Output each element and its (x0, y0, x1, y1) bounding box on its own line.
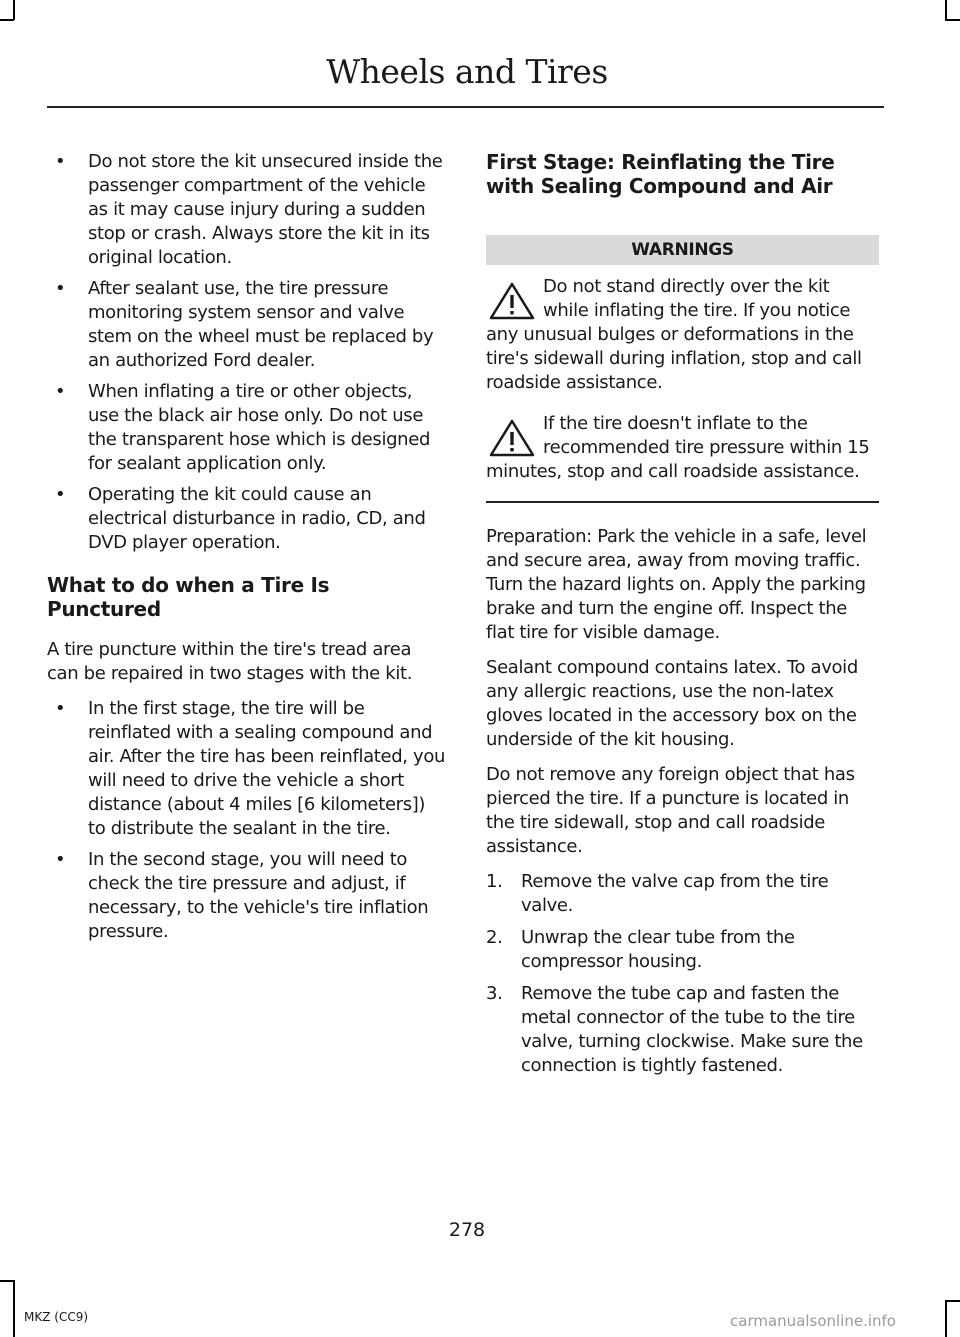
header-divider (47, 106, 884, 108)
list-item: • After sealant use, the tire pressure monitoring system sensor and valve stem on the wheel must be replaced by an authorized Ford dealer. (47, 277, 447, 373)
body-paragraph: Sealant compound contains latex. To avoid any allergic reactions, use the non-latex gloves located in the accessory box on the underside of the kit housing. (486, 657, 858, 750)
step-number: 3. (486, 983, 503, 1004)
section-heading: What to do when a Tire Is Punctured (47, 573, 330, 621)
section-heading: First Stage: Reinflating the Tire with Sealing Compound and Air (486, 150, 835, 198)
body-paragraph: Do not remove any foreign object that has pierced the tire. If a puncture is located in the tire sidewall, stop and call roadside assistance. (486, 764, 855, 857)
crop-mark (0, 19, 14, 21)
warning-triangle-icon (486, 281, 538, 321)
crop-mark (13, 1280, 15, 1337)
list-item (486, 926, 879, 974)
list-item: • Operating the kit could cause an electrical disturbance in radio, CD, and DVD player operation. (47, 483, 447, 555)
warning-item (486, 412, 879, 484)
list-item: • In the first stage, the tire will be reinflated with a sealing compound and air. After the tire has been reinflated, you will need to drive the vehicle a short distance (about 4 miles [6 kilometers]) to distribute the sealant in the tire. (47, 697, 447, 841)
body-paragraph: A tire puncture within the tire's tread area can be repaired in two stages with the kit. (47, 639, 413, 684)
step-number: 1. (486, 871, 503, 892)
stages-list (47, 697, 447, 944)
warning-item (486, 275, 879, 395)
page-title: Wheels and Tires (326, 52, 608, 91)
body-paragraph: Preparation: Park the vehicle in a safe, level and secure area, away from moving traffic. Turn the hazard lights on. Apply the parking brake and turn the engine off. Inspect the flat tire for visible damage. (486, 526, 867, 643)
step-text: Unwrap the clear tube from the compressor housing. (521, 927, 795, 972)
crop-mark (13, 0, 15, 20)
steps-list (486, 870, 879, 1078)
warning-text: Do not stand directly over the kit while inflating the tire. If you notice any unusual bulges or deformations in the tire's sidewall during inflation, stop and call roadside assistance. (486, 276, 862, 393)
left-column (47, 150, 447, 951)
list-item (486, 982, 879, 1078)
list-item: • Do not store the kit unsecured inside the passenger compartment of the vehicle as it may cause injury during a sudden stop or crash. Always store the kit in its original location. (47, 150, 447, 270)
list-item (486, 870, 879, 918)
step-number: 2. (486, 927, 503, 948)
step-text: Remove the valve cap from the tire valve. (521, 871, 829, 916)
list-item: • When inflating a tire or other objects, use the black air hose only. Do not use the transparent hose which is designed for sealant application only. (47, 380, 447, 476)
storage-warnings-list (47, 150, 447, 555)
crop-mark (945, 1300, 960, 1302)
crop-mark (945, 1300, 947, 1337)
step-text: Remove the tube cap and fasten the metal connector of the tube to the tire valve, turning clockwise. Make sure the connection is tightly fastened. (521, 983, 863, 1076)
model-code: MKZ (CC9) (24, 1310, 89, 1324)
page-number: 278 (448, 1219, 486, 1241)
warning-triangle-icon (486, 418, 538, 458)
warning-text: If the tire doesn't inflate to the recommended tire pressure within 15 minutes, stop and call roadside assistance. (486, 413, 870, 482)
crop-mark (945, 0, 947, 20)
list-item: • In the second stage, you will need to check the tire pressure and adjust, if necessary, to the vehicle's tire inflation pressure. (47, 848, 447, 944)
warnings-header: WARNINGS (486, 235, 879, 265)
right-column (486, 150, 879, 1086)
crop-mark (945, 19, 960, 21)
warnings-divider (486, 501, 879, 503)
crop-mark (0, 1280, 14, 1282)
watermark: carmanualsonline.info (730, 1312, 896, 1330)
